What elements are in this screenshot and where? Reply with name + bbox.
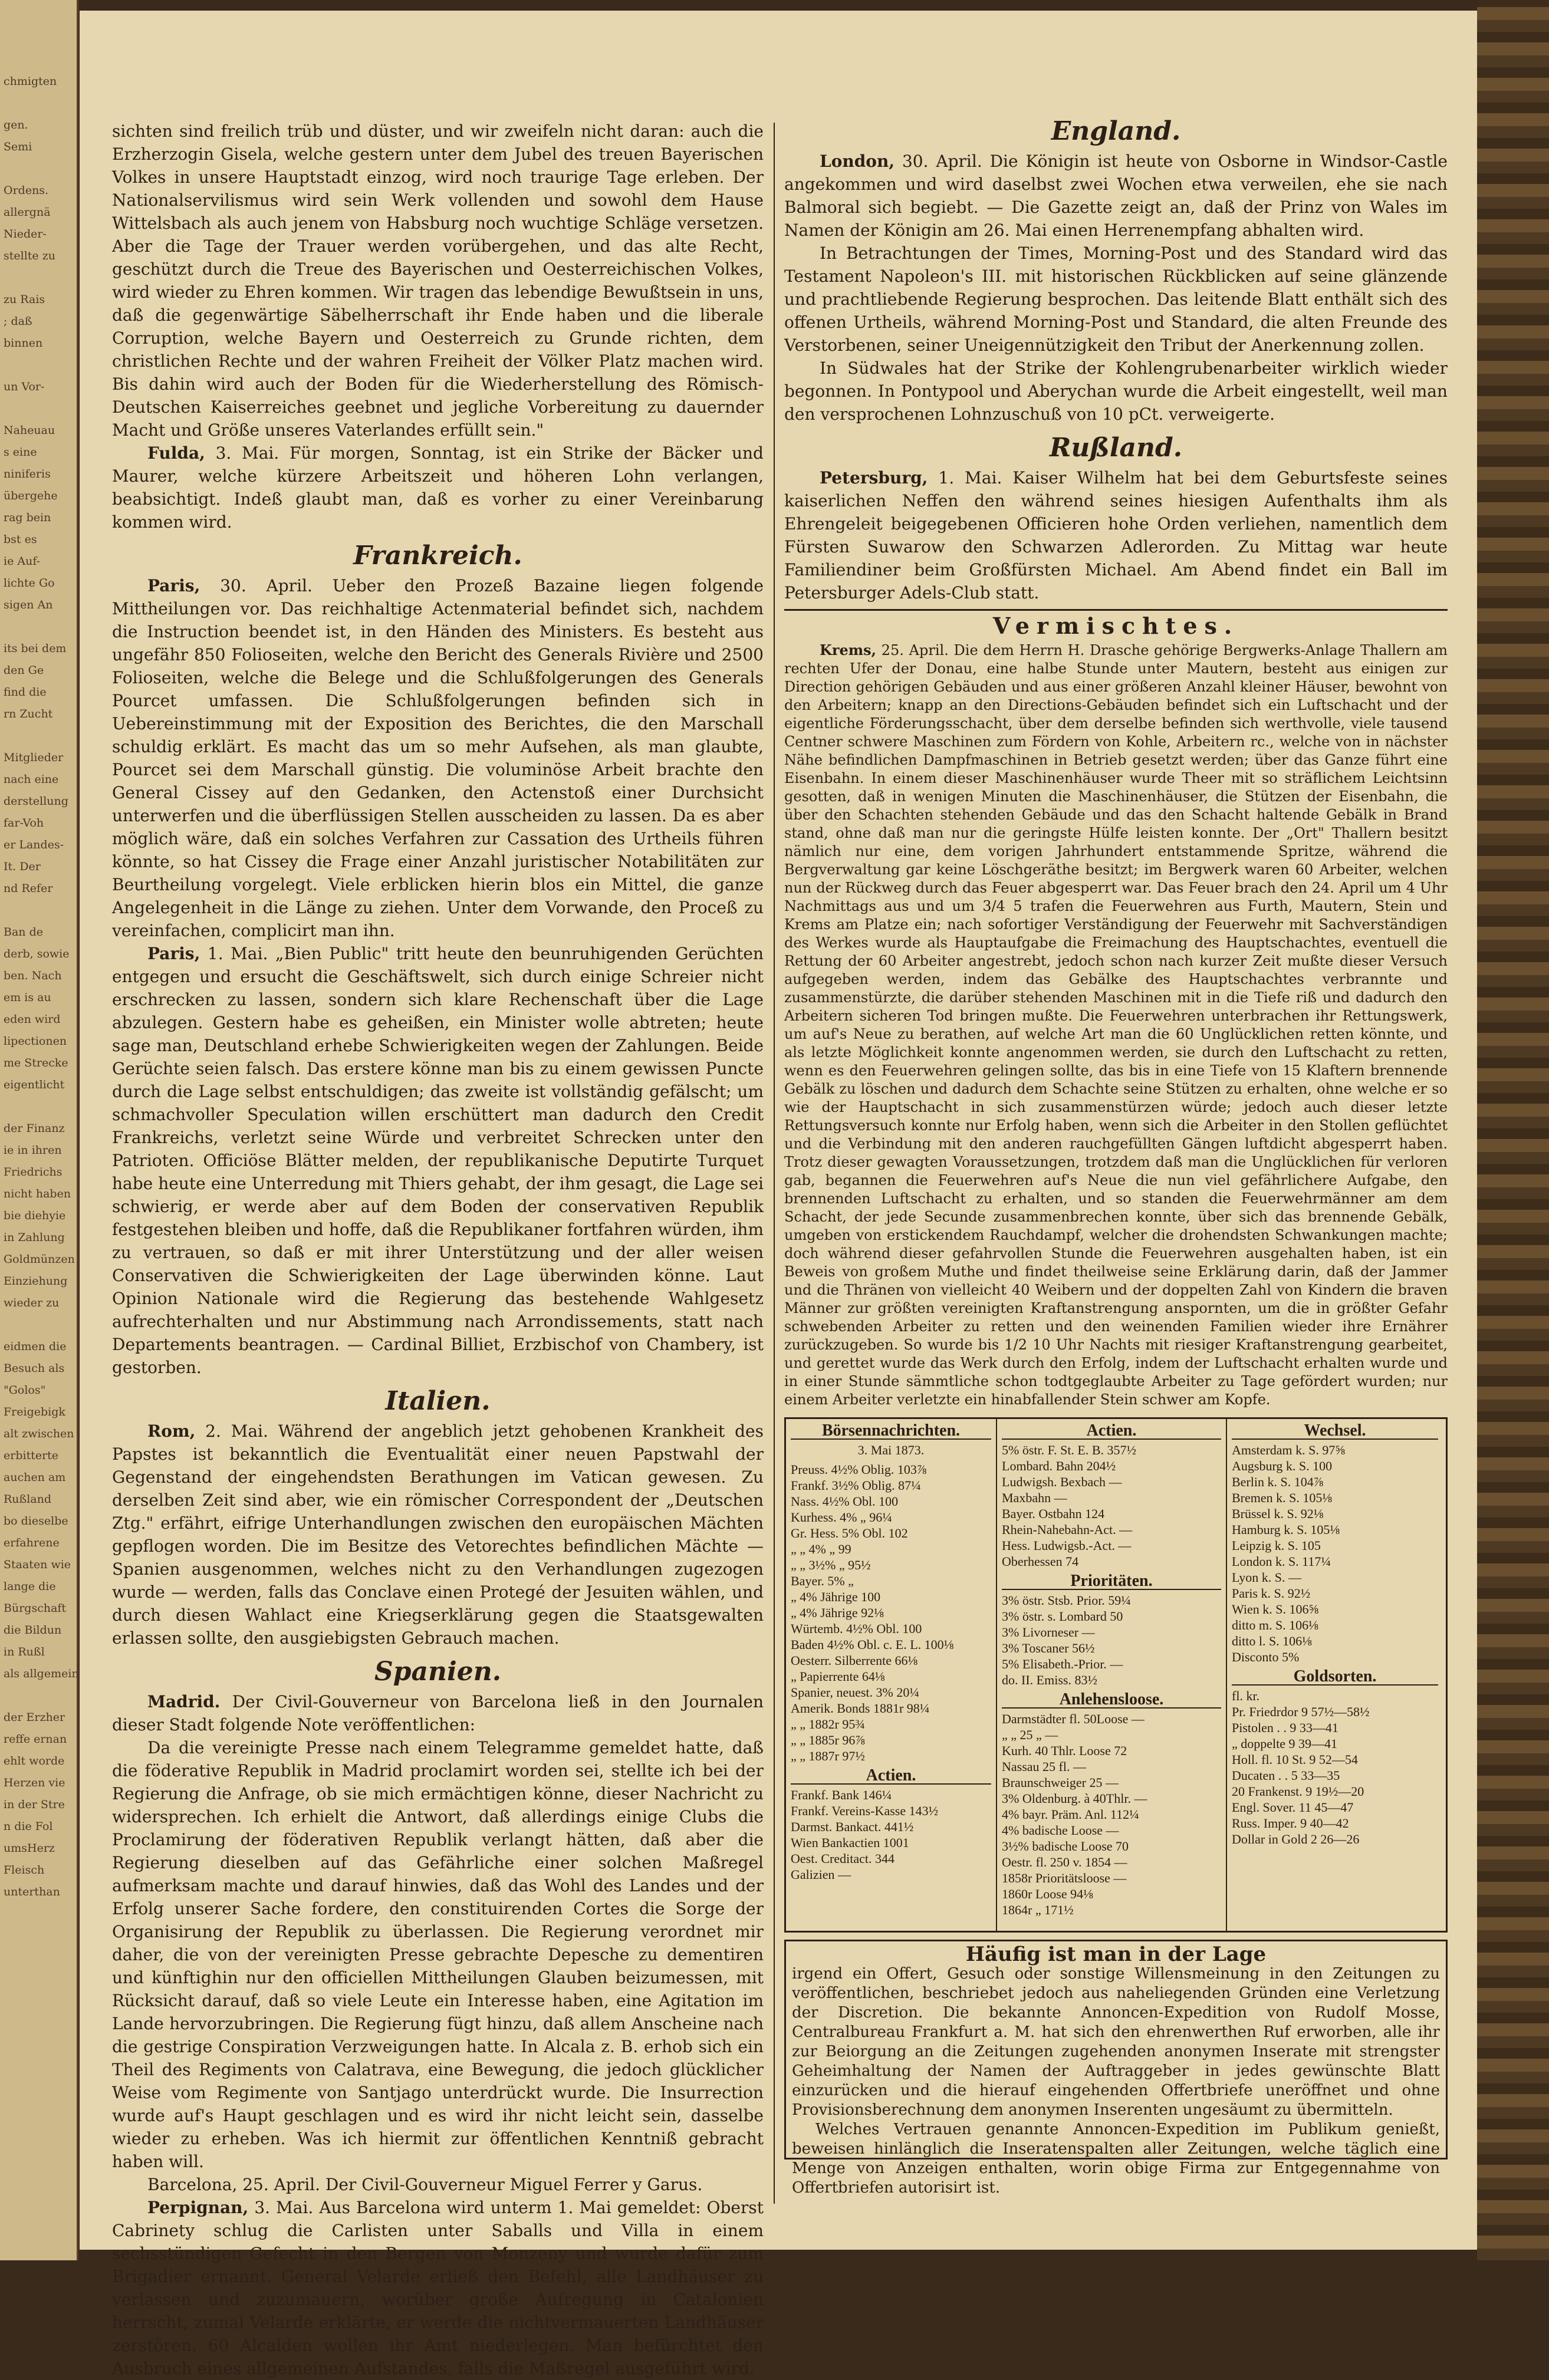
boerse-row: 3% Toscaner 56½ — [1002, 1641, 1095, 1655]
adjacent-page-text: chmigten gen. Semi Ordens. allergnä Nieder- stellte zu zu Rais ; daß binnen un Vor- Naheuau s eine niniferis übergehe rag bein bst es ie Auf- lichte Go sigen An its bei dem den Ge find die rn Zucht Mitglieder nach eine derstellung far-Voh er Landes- It. Der nd Refer Ban de derb, sowie ben. Nach em is au eden wird lipectionen me Strecke eigentlicht der Finanz ie in ihren Friedrichs nicht haben bie diehyie in Zahlung Goldmünzen Einziehung wieder zu eidmen die Besuch als "Golos" Freigebigk alt zwischen erbitterte auchen am Rußland bo dieselbe erfahrene Staaten wie lange die Bürgschaft die Bildun in Rußl als allgemein der Erzher reffe ernan ehlt worde Herzen vie in der Stre n die Fol umsHerz Fleisch unterthan — [4, 75, 79, 1898]
section-heading-italien: Italien. — [385, 1386, 491, 1416]
boerse-row: Darmstädter fl. 50Loose — — [1002, 1711, 1145, 1726]
boerse-row: Maxbahn — — [1002, 1490, 1067, 1505]
madrid-article — [112, 1690, 764, 1736]
paris2-text: 1. Mai. „Bien Public" tritt heute den beunruhigenden Gerüchten entgegen und ersucht die Geschäftswelt, sich durch einige Schreier nicht erschrecken zu lassen, sondern sich klare Rechenschaft über die Lage abzulegen. Gestern habe es geheißen, ein Minister wolle abtreten; heute sage man, Deutschland erhebe Schwierigkeiten wegen der Zahlungen. Beide Gerüchte seien falsch. Das ersterе könne man bis zu einem gewissen Puncte durch die Lage selbst entschuldigen; das zweite ist vollständig gefälscht; um schmachvoller Speculation willen erschüttert man dadurch den Credit Frankreichs, verletzt seine Würde und verbreitet Schrecken unter den Patrioten. Officiöse Blätter melden, der republikanische Deputirte Turquet habe heute eine Unterredung mit Thiers gehabt, der ihm gesagt, die Lage sei schwierig, er werde aber auf dem Boden der conservativen Republik festgestehen bleiben und hoffe, daß die Republikaner fortfahren würden, ihm zu vertrauen, so daß er mit ihrer Unterstützung und der aller weisen Conservativen die Schwierigkeiten der Lage überwinden könne. Laut Opinion Nationale wird die Regierung das bestehende Wahlgesetz aufrechterhalten und nur Abstimmung nach Arrondissements, statt nach Departements beantragen. — Cardinal Billiet, Erzbischof von Chambery, ist gestorben. — [112, 944, 764, 1377]
london-article — [784, 150, 1448, 242]
boerse-row: Dollar in Gold 2 26—26 — [1232, 1832, 1360, 1846]
goldsorten-heading: Goldsorten. — [1232, 1668, 1438, 1686]
dateline-petersburg: Petersburg, — [820, 468, 928, 488]
boerse-row: 4% badische Loose — — [1002, 1823, 1119, 1838]
stock-exchange-table — [784, 1417, 1448, 1933]
boerse-row: ditto m. S. 106⅛ — [1232, 1618, 1318, 1632]
boerse-row: „ „ 25 „ — — [1002, 1727, 1058, 1742]
boerse-row: Kurh. 40 Thlr. Loose 72 — [1002, 1743, 1127, 1758]
actien-heading-2: Actien. — [1002, 1423, 1221, 1440]
dateline-fulda: Fulda, — [147, 443, 205, 463]
boerse-row: „ „ 1887r 97½ — [791, 1749, 865, 1763]
boerse-row: 3% Oldenburg. à 40Thlr. — — [1002, 1791, 1147, 1806]
boerse-row: Ludwigsh. Bexbach — — [1002, 1474, 1122, 1489]
boerse-row: Frankf. Vereins-Kasse 143½ — [791, 1803, 939, 1818]
boerse-row: Darmst. Bankact. 441½ — [791, 1819, 914, 1834]
section-heading-spanien: Spanien. — [374, 1657, 502, 1687]
boerse-row: Nass. 4½% Obl. 100 — [791, 1494, 899, 1509]
boerse-row: 1864r „ 171½ — [1002, 1902, 1074, 1917]
boerse-row: Oestr. fl. 250 v. 1854 — — [1002, 1855, 1127, 1869]
boerse-row: „ „ 1885r 96⅞ — [791, 1733, 865, 1747]
right-column — [784, 116, 1448, 2197]
boerse-row: 1858r Prioritätsloose — — [1002, 1871, 1127, 1885]
madrid-text: Der Civil-Gouverneur von Barcelona ließ in den Journalen dieser Stadt folgende Note veröffentlichen: — [112, 1692, 764, 1734]
boerse-row: Wien k. S. 106⅝ — [1232, 1602, 1318, 1617]
boerse-row: Augsburg k. S. 100 — [1232, 1459, 1333, 1473]
boerse-row: 5% östr. F. St. E. B. 357½ — [1002, 1443, 1137, 1457]
boerse-row: Ducaten . . 5 33—35 — [1232, 1768, 1340, 1783]
boerse-row: Engl. Sover. 11 45—47 — [1232, 1800, 1354, 1815]
london-text: 30. April. Die Königin ist heute von Osborne in Windsor-Castle angekommen und wird daselbst zwei Wochen etwa verweilen, ehe sie nach Balmoral sich begiebt. — Die Gazette zeigt an, daß der Prinz von Wales im Namen der Königin am 26. Mai einen Herrenempfang abhalten wird. — [784, 152, 1448, 240]
krems-text: 25. April. Die dem Herrn H. Drasche gehörige Bergwerks-Anlage Thallern am rechten Ufer der Donau, eine halbe Stunde unter Mautern, besteht aus einigen zur Direction gehörigen Gebäuden und aus einer größeren Anzahl kleiner Häuser, bewohnt von den Arbeitern; knapp an den Directions-Gebäuden befindet sich ein Luftschacht und der eigentliche Förderungsschacht, über dem derselbe befinden sich werthvolle, viele tausend Centner schwere Maschinen zum Fördern von Kohle, Arbeitern rc., welche von in nächster Nähe befindlichen Dampfmaschinen in Betrieb gesetzt werden; über das Ganze führt eine Eisenbahn. In einem dieser Maschinenhäuser wurde Theer mit so sträflichem Leichtsinn gesotten, daß in wenigen Minuten die Maschinenhäuser, die Stützen der Eisenbahn, die über den Schachten stehenden Gebäude und das den Schacht haltende Gebälk in Brand stand, ohne daß man nur die geringste Hülfe leisten konnte. Der „Ort" Thallern besitzt nämlich nur eine, dem vorigen Jahrhundert entstammende Spritze, während die Bergverwaltung gar keine Löschgeräthe besitzt; im Bergwerk waren 60 Arbeiter, welchen nun der Rückweg durch das Feuer abgesperrt war. Das Feuer brach den 24. April um 4 Uhr Nachmittags aus und um 3/4 5 trafen die Feuerwehren aus Furth, Mautern, Stein und Krems am Platze ein; nach sofortiger Verständigung der Feuerwehr mit Sachverständigen des Werkes wurde als Hauptaufgabe die Freimachung des Hauptschachtes, eventuell die Rettung der 60 Arbeiter angestrebt, jedoch schon nach kurzer Zeit mußte dieser Versuch aufgegeben werden, indem das Gebälke des Hauptschachtes verbrannte und zusammenstürzte, die darüber stehenden Maschinen mit in die Tiefe riß und dadurch den Arbeitern sicheren Tod bringen mußte. Die Feuerwehren unterbrachen ihr Rettungswerk, um auf's Neue zu berathen, auf welche Art man die 60 Unglücklichen retten könnte, und als letzte Möglichkeit konnte angenommen werden, sie durch den Luftschacht zu retten, wenn es den Feuerwehren gelingen sollte, das bis in eine Tiefe von 15 Klaftern brennende Gebälk zu löschen und dadurch dem Schachte seine Stützen zu erhalten, ohne welche er so wie der Hauptschacht in sich zusammenstürzen würde; jedoch auch dieser letzte Rettungsversuch konnte nur Erfolg haben, wenn sich die Arbeiter in den Stollen geflüchtet und die Verbindung mit den anderen rauchgefüllten Gängen luftdicht abgesperrt haben. Trotz dieser gewagten Voraussetzungen, trotzdem daß man die Unglücklichen für verloren gab, begannen die Feuerwehren auf's Neue die nun viel gefährlichere Aufgabe, den brennenden Luftschacht zu erhalten, und so standen die Feuerwehrmänner am dem Schacht, der jede Secunde zusammenbrechen konnte, über sich das brennende Gebälk, umgeben von erstickendem Rauchdampf, welcher die drohendsten Schwankungen machte; doch während dieser gefahrvollen Stunde die Feuerwehren ausgehalten haben, ist ein Beweis von großem Muthe und findet theilweise seine Erklärung darin, daß der Jammer und die Thränen von vielleicht 40 Weibern und der doppelten Zahl von Kindern die braven Männer zur größten vereinigten Kraftanstrengung anspornten, um die in größter Gefahr schwebenden Arbeiter zu retten und den weinenden Familien wieder ihre Ernährer zurückzugeben. So wurde bis 1/2 10 Uhr Nachts mit riesiger Kraftanstrengung gearbeitet, und gerettet wurde das Werk durch den Erfolg, indem der Luftschacht erhalten wurde und in einer Stunde sämmtliche schon todtgeglaubte Arbeiter zu Tage gefördert wurden; nur einem Arbeiter verletzte ein hinabfallender Stein schwer am Kopfe. — [784, 642, 1448, 1408]
boerse-row: do. II. Emiss. 83½ — [1002, 1673, 1097, 1687]
perpignan-article — [112, 2196, 764, 2380]
boerse-row: „ „ 3½% „ 95½ — [791, 1558, 871, 1572]
column-rule — [774, 123, 775, 2204]
boerse-row: 5% Elisabeth.-Prior. — — [1002, 1657, 1123, 1671]
prioritaeten-heading: Prioritäten. — [1002, 1573, 1221, 1590]
adjacent-page-fragment — [0, 0, 78, 2260]
advertisement-body: irgend ein Offert, Gesuch oder sonstige Willensmeinung in den Zeitungen zu veröffentlichen, beschriebet jedoch aus naheliegenden Gründen eine Verletzung der Discretion. Die bekannte Annoncen-Expedition von Rudolf Mosse, Centralbureau Frankfurt a. M. hat sich den ehrenwerthen Ruf erworben, alle ihr zur Beiorgung an die Zeitungen zugehenden anonymen Inserate mit strengster Geheimhaltung der Namen der Auftraggeber in jedes gewünschte Blatt einzurücken und die hierauf eingehenden Offertbriefe uneröffnet und ohne Provisionsberechnung dem anonymen Inserenten ungesäumt zu übermitteln. — [792, 1965, 1440, 2119]
krems-article — [784, 641, 1448, 1409]
boerse-row: Preuss. 4½% Oblig. 103⅞ — [791, 1462, 927, 1477]
madrid-note: Da die vereinigte Presse nach einem Telegramme gemeldet hatte, daß die föderative Republik in Madrid proclamirt worden sei, stellte ich bei der Regierung die Anfrage, ob sie mich ermächtigen könne, dieser Nachricht zu widersprechen. Ich erhielt die Antwort, daß allerdings einige Clubs die Proclamirung der föderativen Republik verlangt hätten, daß aber die Regierung dieselben auf das Gefährliche einer solchen Maßregel aufmerksam machte und darauf hinwies, daß das Wohl des Landes und der Erfolg unserer Sache fordere, den constituirenden Cortes die Sorge der Organisirung der Republik zu überlassen. Die Regierung verordnet mir daher, die von der vereinigten Presse gebrachte Depesche zu dementiren und künftighin nur den officiellen Mittheilungen Glauben beizumessen, mit Rücksicht darauf, daß so viele Leute ein Interesse haben, eine Agitation im Lande hervorzubringen. Die Regierung fügt hinzu, daß allem Anscheine nach die gestrige Conspiration Verzweigungen hatte. In Alcala z. B. erhob sich ein Theil des Regiments von Calatrava, eine Bewegung, die jedoch glücklicher Weise vom Regimente von Santjago unterdrückt wurde. Die Insurrection wurde auf's Haupt geschlagen und es wird ihr nicht leicht sein, dasselbe wieder zu erheben. Was ich hiermit zur öffentlichen Kenntniß gebracht haben will. — [112, 1738, 764, 2171]
boerse-row: 3% östr. s. Lombard 50 — [1002, 1609, 1123, 1624]
petersburg-article — [784, 466, 1448, 604]
boerse-row: Oest. Creditact. 344 — [791, 1851, 894, 1866]
madrid-signature: Barcelona, 25. April. Der Civil-Gouverneur Miguel Ferrer y Garus. — [147, 2175, 703, 2194]
boerse-row: Frankf. Bank 146¼ — [791, 1788, 892, 1802]
boerse-title: Börsennachrichten. — [791, 1423, 991, 1440]
boerse-row: 1860r Loose 94⅛ — [1002, 1887, 1093, 1901]
boerse-row: Bremen k. S. 105⅛ — [1232, 1490, 1332, 1505]
boerse-row: Berlin k. S. 104⅞ — [1232, 1474, 1324, 1489]
dateline-paris2: Paris, — [147, 944, 200, 963]
actien-heading-1: Actien. — [791, 1767, 991, 1785]
boerse-row: Braunschweiger 25 — — [1002, 1775, 1119, 1790]
rom-article — [112, 1420, 764, 1650]
boerse-column-1 — [786, 1419, 997, 1931]
boerse-row: ditto l. S. 106⅛ — [1232, 1634, 1312, 1648]
advertisement-box — [784, 1940, 1448, 2197]
rom-text: 2. Mai. Während der angeblich jetzt gehobenen Krankheit des Papstes ist bekanntlich die Eventualität einer neuen Papstwahl der Gegenstand der eingehendsten Berathungen im Vatican gewesen. Zu derselben Zeit sind aber, wie ein römischer Correspondent der „Deutschen Ztg." erfährt, eifrige Unterhandlungen zwischen den europäischen Mächten gepflogen worden. Die im Besitze des Vetorechtes befindlichen Mächte — Spanien ausgenommen, welches nicht zu den Verhandlungen zugezogen wurde — werden, falls das Conclave einen Protegé der Jesuiten wählen, und durch diesen Wahlact eine Kriegserklärung gegen die Staatsgewalten erlassen sollte, den ausgiebigsten Gebrauch machen. — [112, 1421, 764, 1648]
boerse-row: fl. kr. — [1232, 1688, 1260, 1703]
boerse-row: Paris k. S. 92½ — [1232, 1586, 1311, 1601]
boerse-row: Amerik. Bonds 1881r 98¼ — [791, 1701, 930, 1716]
dateline-london: London, — [820, 152, 895, 171]
boerse-row: Nassau 25 fl. — — [1002, 1759, 1086, 1774]
boerse-row: Brüssel k. S. 92⅛ — [1232, 1506, 1324, 1521]
boerse-row: Baden 4½% Obl. c. E. L. 100⅛ — [791, 1637, 954, 1652]
boerse-row: Wien Bankactien 1001 — [791, 1835, 909, 1850]
boerse-row: Lombard. Bahn 204½ — [1002, 1459, 1116, 1473]
boerse-row: London k. S. 117¼ — [1232, 1554, 1331, 1569]
advertisement-body-2: Welches Vertrauen genannte Annoncen-Expedition im Publikum genießt, beweisen hinlänglich die Inseratenspalten aller Zeitungen, welche täglich eine Menge von Anzeigen enthalten, worin obige Firma zur Entgegennahme von Offertbriefen autorisirt ist. — [792, 2121, 1440, 2197]
anlehensloose-heading: Anlehensloose. — [1002, 1691, 1221, 1709]
dateline-krems: Krems, — [820, 641, 877, 659]
section-heading-frankreich: Frankreich. — [353, 541, 522, 571]
petersburg-text: 1. Mai. Kaiser Wilhelm hat bei dem Geburtsfeste seines kaiserlichen Neffen den während seines hiesigen Aufenthalts ihm als Ehrengeleit beigegebenen Officieren hohe Orden verliehen, namentlich dem Fürsten Suwarow den Schwarzen Adlerorden. Zu Mittag war heute Familiendiner beim Großfürsten Michael. Am Abend findet ein Ball im Petersburger Adels-Club statt. — [784, 468, 1448, 603]
boerse-row: Rhein-Nahebahn-Act. — — [1002, 1522, 1133, 1537]
boerse-row: Würtemb. 4½% Obl. 100 — [791, 1621, 922, 1636]
boerse-row: Russ. Imper. 9 40—42 — [1232, 1816, 1349, 1831]
section-heading-russland: Rußland. — [1049, 433, 1183, 463]
perpignan-text: 3. Mai. Aus Barcelona wird unterm 1. Mai gemeldet: Oberst Cabrinety schlug die Carlisten unter Saballs und Villa in einem sechsstündigen Gefecht in den Bergen von Monzeny und wurde dafür zum Brigadier ernannt. General Velarde erließ den Befehl, alle Landhäuser zu verlassen und zuzumauern, worüber große Aufregung in Catalonien herrscht, zumal Velarde erklärte, er werde die nichtvermauerten Landhäuser zerstören. 60 Alcalden wollen ihr Amt niederlegen. Man befürchtet den Ausbruch eines allgemeinen Aufstandes, falls die Maßregel ausgeführt wird. — [112, 2198, 764, 2378]
boerse-row: „ doppelte 9 39—41 — [1232, 1736, 1338, 1751]
boerse-row: Hamburg k. S. 105⅛ — [1232, 1522, 1340, 1537]
boerse-row: Leipzig k. S. 105 — [1232, 1538, 1321, 1553]
wechsel-heading: Wechsel. — [1232, 1423, 1438, 1440]
paris1-article — [112, 574, 764, 942]
boerse-row: „ 4% Jährige 92⅛ — [791, 1605, 884, 1620]
dateline-perpignan: Perpignan, — [147, 2198, 249, 2217]
boerse-row: 3½% badische Loose 70 — [1002, 1839, 1129, 1854]
boerse-row: Pr. Friedrdor 9 57½—58½ — [1232, 1704, 1370, 1719]
left-column — [112, 120, 764, 2380]
boerse-row: Oberhessen 74 — [1002, 1554, 1079, 1569]
boerse-row: Oesterr. Silberrente 66⅛ — [791, 1653, 918, 1668]
paris1-text: 30. April. Ueber den Prozeß Bazaine liegen folgende Mittheilungen vor. Das reichhaltige Actenmaterial befindet sich, nachdem die Instruction beendet ist, in den Händen des Ministers. Es besteht aus ungefähr 850 Folioseiten, welche den Bericht des Generals Rivière und 2500 Folioseiten, welche die Belege und die Schlußfolgerungen des Generals Pourcet umfassen. Die Schlußfolgerungen befinden sich in Uebereinstimmung mit der Exposition des Berichtes, die den Marschall schuldig erklärt. Es macht das um so mehr Aufsehen, als man glaubte, Pourcet sei dem Marschall günstig. Die voluminöse Arbeit brachte den General Cissey auf den Gedanken, den Actenstoß einer Durchsicht unterwerfen und die überflüssigen Stellen ausscheiden zu lassen. Da es aber möglich wäre, daß ein solches Verfahren zur Cassation des Urtheils führen könnte, so hat Cissey die Frage einer Anzahl juristischer Notabilitäten zur Beurtheilung vorgelegt. Viele erblicken hierin blos ein Mittel, die ganze Angelegenheit in die Länge zu ziehen. Unter dem Vorwande, den Proceß zu vereinfachen, complicirt man ihn. — [112, 576, 764, 940]
boerse-row: 4% bayr. Präm. Anl. 112¼ — [1002, 1807, 1139, 1822]
boerse-row: Bayer. Ostbahn 124 — [1002, 1506, 1105, 1521]
boerse-date: 3. Mai 1873. — [857, 1443, 925, 1457]
boerse-row: Frankf. 3½% Oblig. 87¼ — [791, 1478, 921, 1493]
boerse-row: Disconto 5% — [1232, 1650, 1300, 1664]
boerse-row: Amsterdam k. S. 97⅝ — [1232, 1443, 1345, 1457]
section-heading-vermischtes: Vermischtes. — [784, 609, 1448, 637]
fulda-text: 3. Mai. Für morgen, Sonntag, ist ein Strike der Bäcker und Maurer, welche kürzere Arbeitszeit und höheren Lohn verlangen, beabsichtigt. Indeß glaubt man, daß es vorher zu einer Vereinbarung kommen wird. — [112, 443, 764, 532]
intro-paragraph: sichten sind freilich trüb und düster, und wir zweifeln nicht daran: auch die Erzherzogin Gisela, welche gestern unter dem Jubel des treuen Bayerischen Volkes in unsere Hauptstadt einzog, wird noch traurige Tage erleben. Der Nationalservilismus wird sein Werk vollenden und sowohl dem Hause Wittelsbach als auch jenem von Habsburg noch wuchtige Schläge versetzen. Aber die Tage der Trauer werden vorübergehen, und das alte Recht, geschützt durch die Treue des Bayerischen und Oesterreichischen Volkes, wird wieder zu Ehren kommen. Wir tragen das lebendige Bewußtsein in uns, daß die gegenwärtige Säbelherrschaft ihr Ende haben und die liberale Corruption, welche Bayern und Oesterreich zu Grunde richten, dem christlichen Rechte und der wahren Freiheit der Völker Platz machen wird. Bis dahin wird auch der Boden für die Wiederherstellung des Römisch-Deutschen Kaiserreiches geebnet und jegliche Vorbereitung zu dauernder Macht und Größe unseres Vaterlandes erfüllt sein." — [112, 121, 764, 440]
boerse-row: „ „ 1882r 95¾ — [791, 1717, 865, 1731]
boerse-row: Gr. Hess. 5% Obl. 102 — [791, 1526, 908, 1540]
boerse-row: Holl. fl. 10 St. 9 52—54 — [1232, 1752, 1358, 1767]
paris2-article — [112, 942, 764, 1379]
boerse-row: Pistolen . . 9 33—41 — [1232, 1720, 1338, 1735]
boerse-row: Bayer. 5% „ — [791, 1574, 854, 1588]
boerse-row: „ 4% Jährige 100 — [791, 1589, 881, 1604]
book-binding — [1477, 0, 1549, 2260]
boerse-row: Kurhess. 4% „ 96¼ — [791, 1510, 892, 1525]
boerse-row: 20 Frankenst. 9 19½—20 — [1232, 1784, 1364, 1799]
boerse-row: 3% östr. Stsb. Prior. 59¼ — [1002, 1593, 1131, 1608]
advertisement-title: Häufig ist man in der Lage — [965, 1943, 1267, 1966]
boerse-column-2 — [997, 1419, 1227, 1931]
section-heading-england: England. — [1051, 116, 1181, 146]
boerse-row: Hess. Ludwigsb.-Act. — — [1002, 1538, 1132, 1553]
boerse-column-3 — [1227, 1419, 1443, 1931]
boerse-row: Lyon k. S. — — [1232, 1570, 1301, 1585]
dateline-madrid: Madrid. — [147, 1692, 221, 1711]
boerse-row: Spanier, neuest. 3% 20¼ — [791, 1685, 919, 1700]
newspaper-page — [80, 11, 1477, 2378]
dateline-paris1: Paris, — [147, 576, 200, 595]
boerse-row: „ „ 4% „ 99 — [791, 1542, 851, 1556]
boerse-row: Galizien — — [791, 1867, 851, 1882]
london-paragraph-2: In Betrachtungen der Times, Morning-Post und des Standard wird das Testament Napoleon's III. mit historischen Rückblicken auf seine glänzende und prachtliebende Regierung besprochen. Das leitende Blatt enthält sich des offenen Urtheils, während Morning-Post und Standard, die alten Freunde des Verstorbenen, seiner Uneigennützigkeit den Tribut der Anerkennung zollen. — [784, 243, 1448, 355]
fulda-article — [112, 442, 764, 534]
london-paragraph-3: In Südwales hat der Strike der Kohlengrubenarbeiter wirklich wieder begonnen. In Pontypool und Aberychan wurde die Arbeit eingestellt, weil man den versprochenen Lohnzuschuß von 10 pCt. verweigerte. — [784, 358, 1448, 424]
dateline-rom: Rom, — [147, 1421, 196, 1441]
boerse-row: 3% Livorneser — — [1002, 1625, 1095, 1640]
boerse-row: „ Papierrente 64⅛ — [791, 1669, 885, 1684]
